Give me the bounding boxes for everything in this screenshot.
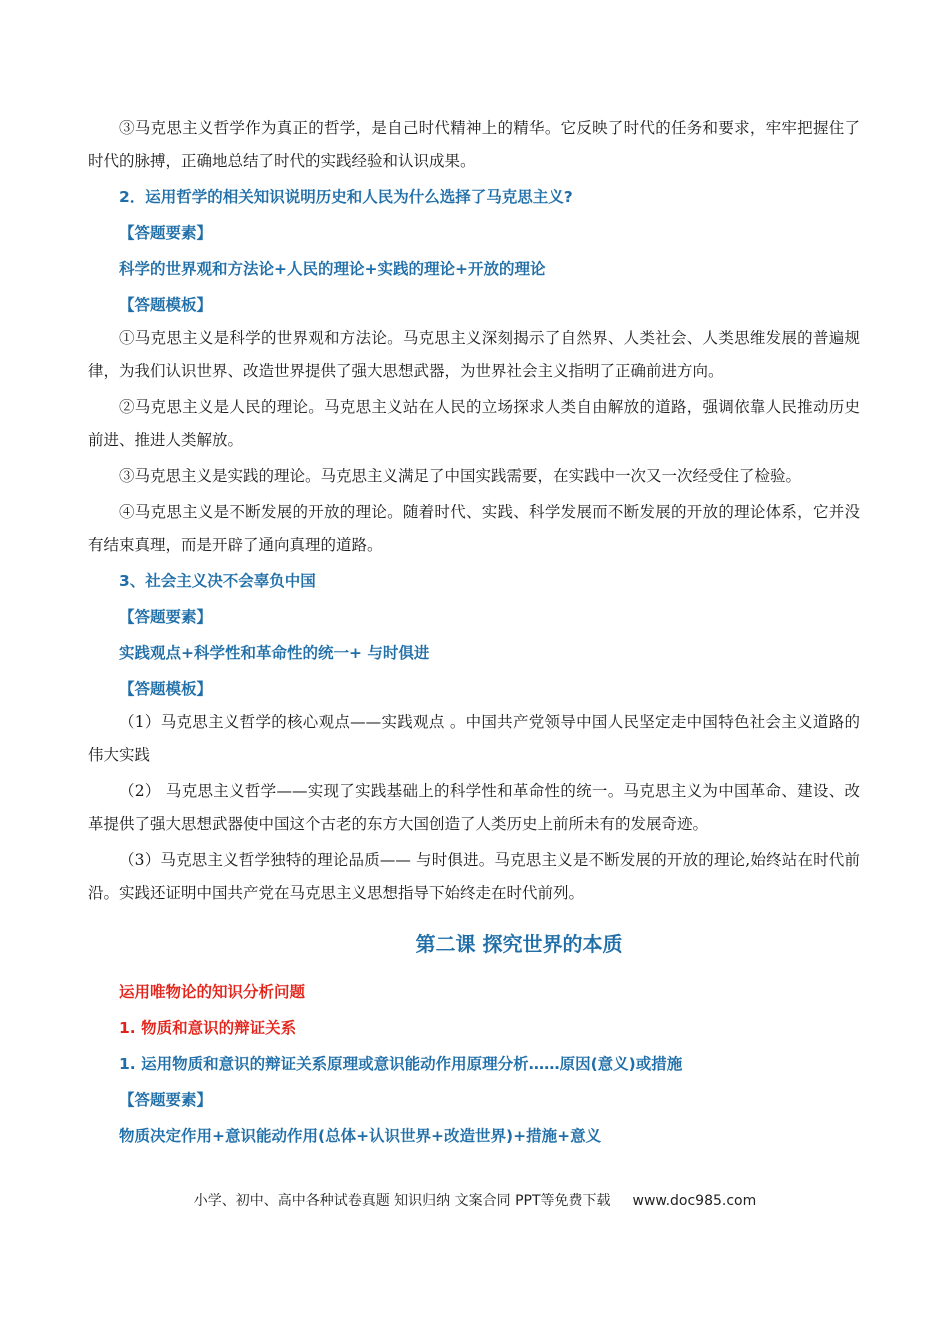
answer-elements: 科学的世界观和方法论+人民的理论+实践的理论+开放的理论 xyxy=(119,260,546,278)
body-paragraph: ③马克思主义哲学作为真正的哲学，是自己时代精神上的精华。它反映了时代的任务和要求，牢牢把握住了时代的脉搏，正确地总结了时代的实践经验和认识成果。 xyxy=(88,119,860,170)
answer-template-label: 【答题模板】 xyxy=(119,680,213,698)
body-paragraph: （3）马克思主义哲学独特的理论品质—— 与时俱进。马克思主义是不断发展的开放的理论,始终站在时代前沿。实践还证明中国共产党在马克思主义思想指导下始终走在时代前列。 xyxy=(88,851,860,902)
footer-text: 小学、初中、高中各种试卷真题 知识归纳 文案合同 PPT等免费下载 xyxy=(193,1193,611,1209)
footer-url: www.doc985.com xyxy=(632,1193,757,1209)
answer-elements-label: 【答题要素】 xyxy=(119,224,213,242)
subsection-heading-red: 1. 物质和意识的辩证关系 xyxy=(119,1019,297,1037)
body-paragraph: ①马克思主义是科学的世界观和方法论。马克思主义深刻揭示了自然界、人类社会、人类思维发展的普遍规律，为我们认识世界、改造世界提供了强大思想武器，为世界社会主义指明了正确前进方向。 xyxy=(88,329,860,380)
question-heading: 3、社会主义决不会辜负中国 xyxy=(119,572,316,590)
question-heading: 1. 运用物质和意识的辩证关系原理或意识能动作用原理分析……原因(意义)或措施 xyxy=(119,1055,683,1073)
body-paragraph: ④马克思主义是不断发展的开放的理论。随着时代、实践、科学发展而不断发展的开放的理论体系，它并没有结束真理，而是开辟了通向真理的道路。 xyxy=(88,503,860,554)
page-footer xyxy=(0,1190,950,1210)
answer-elements-label: 【答题要素】 xyxy=(119,1091,213,1109)
page-content xyxy=(88,112,860,1153)
answer-template-label: 【答题模板】 xyxy=(119,296,213,314)
body-paragraph: ③马克思主义是实践的理论。马克思主义满足了中国实践需要，在实践中一次又一次经受住了检验。 xyxy=(119,467,802,485)
answer-elements: 实践观点+科学性和革命性的统一+ 与时俱进 xyxy=(119,644,430,662)
body-paragraph: ②马克思主义是人民的理论。马克思主义站在人民的立场探求人类自由解放的道路，强调依靠人民推动历史前进、推进人类解放。 xyxy=(88,398,860,449)
answer-elements-label: 【答题要素】 xyxy=(119,608,213,626)
body-paragraph: （1）马克思主义哲学的核心观点——实践观点 。中国共产党领导中国人民坚定走中国特色社会主义道路的伟大实践 xyxy=(88,713,860,764)
question-heading: 2．运用哲学的相关知识说明历史和人民为什么选择了马克思主义? xyxy=(119,188,573,206)
answer-elements: 物质决定作用+意识能动作用(总体+认识世界+改造世界)+措施+意义 xyxy=(119,1127,602,1145)
lesson-title: 第二课 探究世界的本质 xyxy=(415,932,623,956)
body-paragraph: （2） 马克思主义哲学——实现了实践基础上的科学性和革命性的统一。马克思主义为中国革命、建设、改革提供了强大思想武器使中国这个古老的东方大国创造了人类历史上前所未有的发展奇迹。 xyxy=(88,782,860,833)
section-heading-red: 运用唯物论的知识分析问题 xyxy=(119,983,306,1001)
